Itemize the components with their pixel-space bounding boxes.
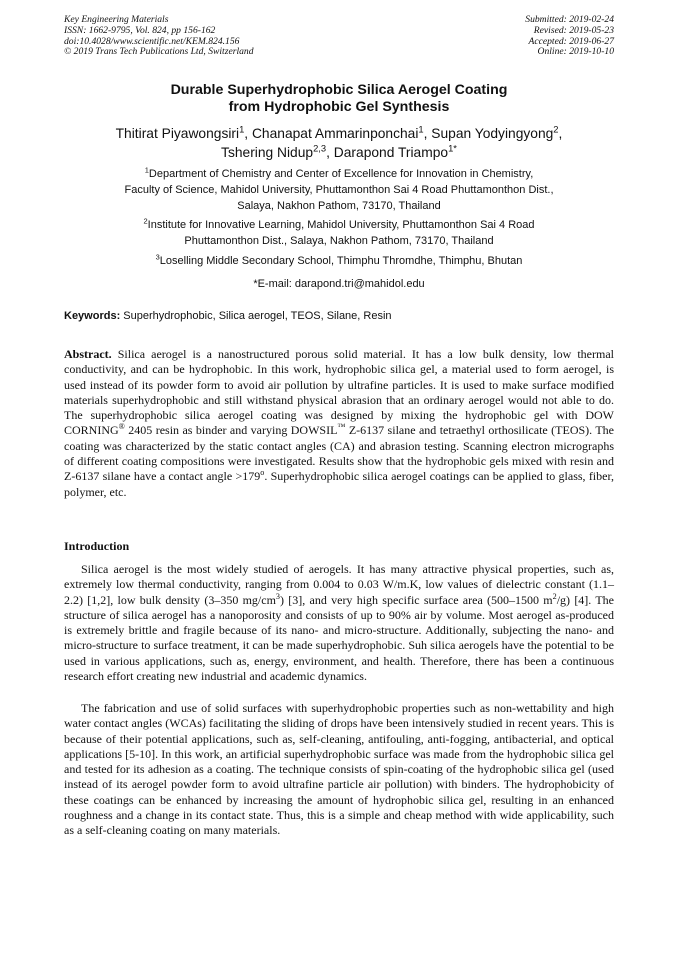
affiliation-text: Phuttamonthon Dist., Salaya, Nakhon Pathom, 73170, Thailand <box>184 235 494 247</box>
author-separator: , <box>423 126 432 141</box>
section-heading-introduction: Introduction <box>64 539 130 553</box>
paragraph-text: Silica aerogel is the most widely studied of aerogels. It has many attractive physical properties, such as, extremely low thermal conductivity, ranging from 0.004 to 0.03 W/m.K, low values of dielectric constant (1.1–2.2) [1,2], low bulk density (3–350 mg/cm <box>64 562 614 607</box>
copyright: © 2019 Trans Tech Publications Ltd, Switzerland <box>64 46 254 58</box>
revised-date: Revised: 2019-05-23 <box>533 24 614 36</box>
affiliation-marker: 1 <box>239 124 245 135</box>
author-name: Tshering Nidup <box>221 145 314 160</box>
issn: ISSN: 1662-9795, Vol. 824, pp 156-162 <box>64 24 216 36</box>
doi: doi:10.4028/www.scientific.net/KEM.824.156 <box>64 35 240 47</box>
affiliation-number: 2 <box>143 216 148 226</box>
author-list <box>64 124 614 162</box>
abstract-label: Abstract. <box>64 347 112 361</box>
author-name: Thitirat Piyawongsiri <box>115 126 240 141</box>
publication-dates <box>525 15 614 58</box>
superscript: 3 <box>275 591 280 601</box>
affiliation-3 <box>64 253 614 269</box>
paragraph-text: /g) [4]. The structure of silica aerogel has a nanoporosity and consists of up to 90% air by volume. Most aerogel as-produced is extremely brittle and fragile because of its nano- and micro-structure. Additionally, subjecting the nano- and micro-structure to surface treatment, it can be made superhydrophobic. Suh silica aerogels have the potential to be used in various applications, such as, energy, environment, and health. Therefore, there has been a continuous research effort creating new industrial and academic dynamics. <box>64 592 615 684</box>
abstract-text: 2405 resin as binder and varying DOWSIL <box>124 423 338 438</box>
author-name: Chanapat Ammarinponchai <box>251 126 419 141</box>
abstract-text: Z-6137 silane and tetraethyl orthosilicate (TEOS). The coating was characterized by the static contact angles (CA) and abrasion testing. Scanning electron micrographs of different coating compositions were investigated. Results show that the hydrophobic gels mixed with resin and Z-6137 silane have a contact angle >179 <box>64 423 615 484</box>
affiliation-text: Faculty of Science, Mahidol University, Phuttamonthon Sai 4 Road Phuttamonthon Dist., <box>124 184 554 196</box>
trademark-mark: ™ <box>337 422 346 432</box>
superscript: 2 <box>552 591 557 601</box>
author-separator: , <box>244 126 252 141</box>
corresponding-email[interactable]: *E-mail: darapond.tri@mahidol.edu <box>253 278 425 290</box>
affiliation-marker: 2,3 <box>313 143 327 154</box>
affiliation-marker: 1 <box>418 124 424 135</box>
intro-paragraph-2: The fabrication and use of solid surfaces with superhydrophobic properties such as non-wettability and high water contact angles (WCAs) facilitating the sliding of drops have been intensively studied in recent years. This is because of their potential applications, such as, self-cleaning, antifouling, anti-fogging, antibacterial, and optical applications [5-10]. In this work, an artificial superhydrophobic surface was made from the hydrophobic silica gel and tested for its adhesion as a coating. The technique consists of spin-coating of the hydrophobic silica gel (used instead of its aerogel powder form to avoid ultrafine particle air pollution) with binders. The hydrophobicity of these coatings can be enhanced by increasing the amount of hydrophobic silica gel, resulting in an enhanced roughness and a change in its contact state. Thus, this is a simple and cheap method with wide applicability, such as a self-cleaning coating on many materials. <box>64 701 614 838</box>
affiliation-2 <box>64 217 614 249</box>
author-name: Darapond Triampo <box>333 145 449 160</box>
affiliation-number: 1 <box>144 165 149 175</box>
keywords <box>64 309 614 323</box>
abstract <box>64 347 614 500</box>
journal-name: Key Engineering Materials <box>64 14 169 25</box>
affiliation-marker: 1* <box>448 143 457 154</box>
degree-mark: o <box>260 468 265 478</box>
authors-line-1 <box>64 124 614 143</box>
affiliation-marker: 2 <box>553 124 559 135</box>
keywords-label: Keywords: <box>64 310 121 322</box>
registered-mark: ® <box>118 422 125 432</box>
author-separator: , <box>558 126 563 141</box>
intro-paragraph-1 <box>64 562 614 684</box>
abstract-text: Silica aerogel is a nanostructured porous solid material. It has a low bulk density, low thermal conductivity, and can be hydrophobic. In this work, hydrophobic silica gel, a material used to form aerogel, is used instead of its powder form to avoid air pollution by ultrafine particles. It is used to make surface modified materials superhydrophobic and still withstand physical abrasion that an ordinary aerogel would not able to do. The superhydrophobic silica aerogel coating was designed by mixing the hydrophobic gel with DOW CORNING <box>64 347 614 438</box>
affiliation-text: Department of Chemistry and Center of Excellence for Innovation in Chemistry, <box>148 168 534 180</box>
paragraph-text: ) [3], and very high specific surface area (500–1500 m <box>280 592 553 607</box>
author-separator: , <box>326 145 334 160</box>
affiliation-number: 3 <box>155 252 160 262</box>
authors-line-2 <box>64 143 614 162</box>
online-date: Online: 2019-10-10 <box>537 46 614 58</box>
keywords-text: Superhydrophobic, Silica aerogel, TEOS, Silane, Resin <box>120 310 392 322</box>
affiliation-1 <box>64 166 614 214</box>
affiliation-text: Institute for Innovative Learning, Mahidol University, Phuttamonthon Sai 4 Road <box>147 219 535 231</box>
title-line-1: Durable Superhydrophobic Silica Aerogel Coating <box>170 82 508 98</box>
abstract-text: . Superhydrophobic silica aerogel coatings can be applied to glass, fiber, polymer, etc. <box>64 469 614 499</box>
submitted-date: Submitted: 2019-02-24 <box>525 14 614 25</box>
affiliation-text: Loselling Middle Secondary School, Thimphu Thromdhe, Thimphu, Bhutan <box>159 255 523 267</box>
title-line-2: from Hydrophobic Gel Synthesis <box>228 99 450 115</box>
affiliation-text: Salaya, Nakhon Pathom, 73170, Thailand <box>237 200 441 212</box>
paper-title <box>64 82 614 116</box>
accepted-date: Accepted: 2019-06-27 <box>528 35 614 47</box>
author-name: Supan Yodyingyong <box>431 126 554 141</box>
journal-info <box>64 15 254 58</box>
